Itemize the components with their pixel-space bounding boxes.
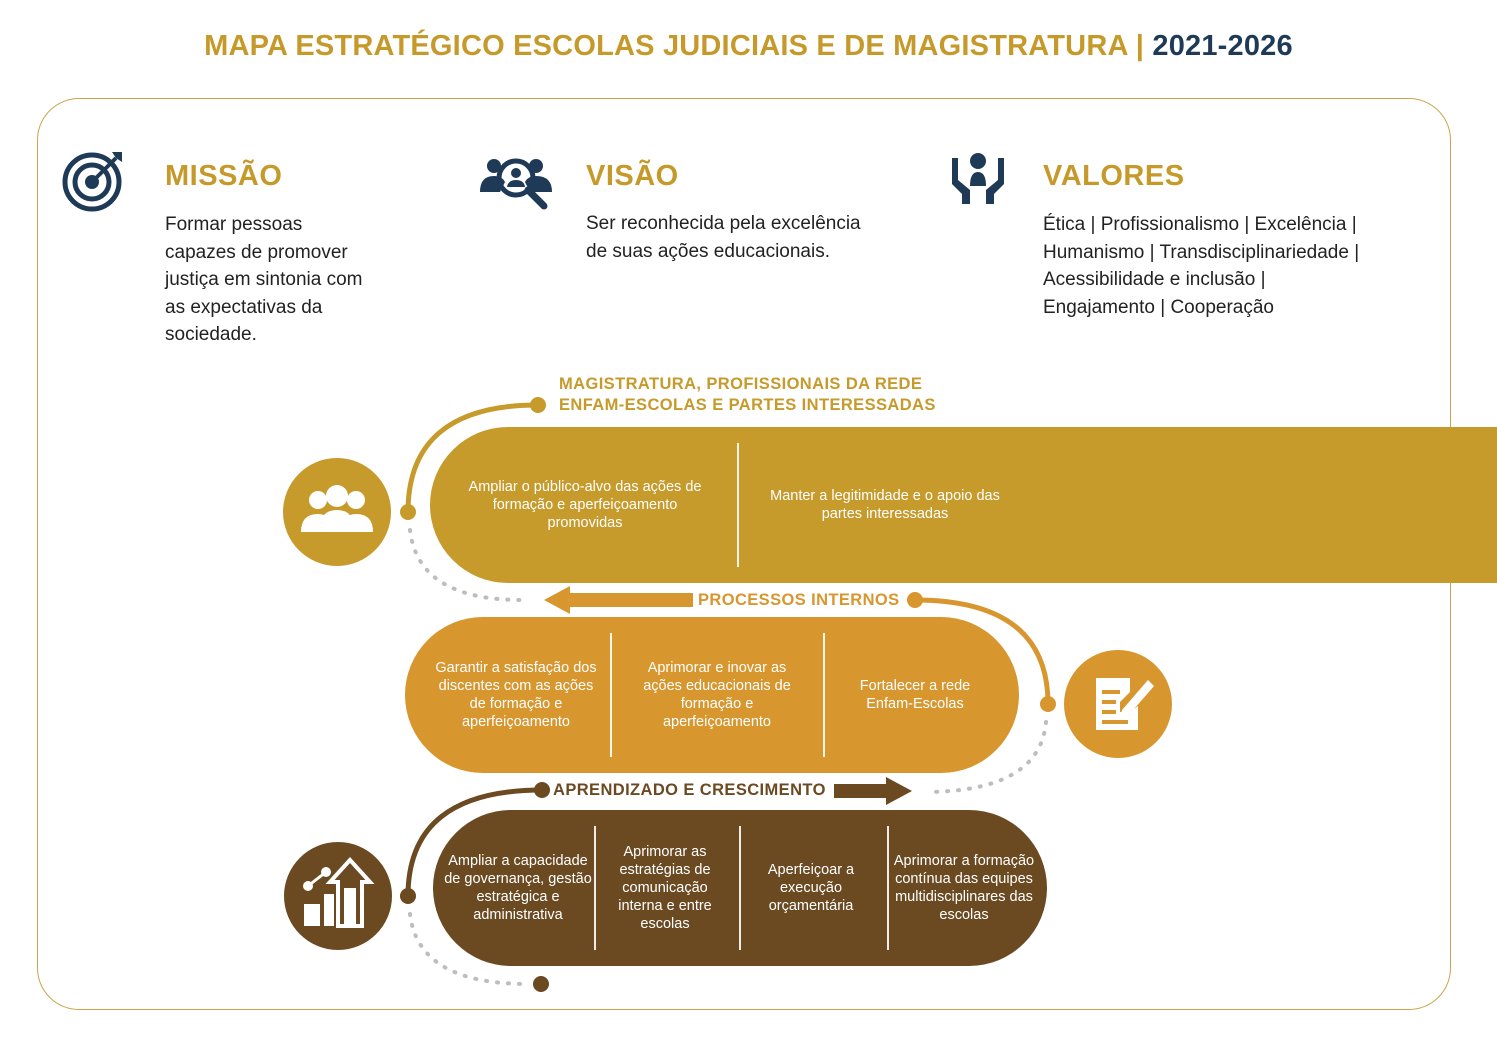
vision-line: de suas ações educacionais. (586, 240, 830, 262)
values-line: Ética | Profissionalismo | Excelência | (1043, 214, 1357, 235)
objective-item: Manter a legitimidade e o apoio das partes interessadas (770, 488, 1000, 522)
values-line: Engajamento | Cooperação (1043, 296, 1274, 318)
people-group-icon (283, 458, 391, 566)
growth-chart-icon (284, 842, 392, 950)
stakeholders-band (430, 427, 1497, 583)
internal-processes-band (405, 617, 1019, 773)
stakeholders-label-line: MAGISTRATURA, PROFISSIONAIS DA REDE (559, 375, 923, 393)
vision-heading: VISÃO (586, 160, 679, 192)
values-line: Humanismo | Transdisciplinariedade | (1043, 241, 1360, 263)
document-pen-icon (1064, 650, 1172, 758)
band-divider (737, 443, 739, 567)
objective-item: Fortalecer a rede Enfam-Escolas (859, 678, 971, 712)
band-divider (739, 826, 741, 950)
band-divider (887, 826, 889, 950)
objective-item: Ampliar o público-alvo das ações de formação e aperfeiçoamento promovidas (468, 479, 702, 531)
objective-item: Aprimorar a formação contínua das equipes multidisciplinares das escolas (893, 853, 1035, 923)
band-divider (594, 826, 596, 950)
vision-line: Ser reconhecida pela excelência (586, 213, 861, 234)
values-line: Acessibilidade e inclusão | (1043, 269, 1266, 290)
band-divider (823, 633, 825, 757)
mission-heading: MISSÃO (165, 160, 283, 192)
mission-line: capazes de promover (165, 241, 348, 263)
stakeholders-label-line: ENFAM-ESCOLAS E PARTES INTERESSADAS (559, 396, 936, 414)
objective-item: Aprimorar as estratégias de comunicação interna e entre escolas (618, 844, 712, 932)
mission-line: justiça em sintonia com (165, 269, 363, 290)
mission-line: as expectativas da (165, 296, 323, 318)
learning-growth-band (433, 810, 1047, 966)
stakeholders-label (559, 374, 936, 416)
band-divider (610, 633, 612, 757)
objective-item: Ampliar a capacidade de governança, gestão estratégica e administrativa (444, 853, 592, 923)
mission-line: sociedade. (165, 324, 257, 345)
objective-item: Garantir a satisfação dos discentes com as ações de formação e aperfeiçoamento (435, 660, 597, 730)
learning-growth-label: APRENDIZADO E CRESCIMENTO (553, 781, 826, 799)
title-main: MAPA ESTRATÉGICO ESCOLAS JUDICIAIS E DE MAGISTRATURA | (204, 30, 1153, 62)
objective-item: Aprimorar e inovar as ações educacionais de formação e aperfeiçoamento (643, 660, 791, 730)
title-years: 2021-2026 (1152, 30, 1293, 62)
values-heading: VALORES (1043, 160, 1185, 192)
internal-processes-label: PROCESSOS INTERNOS (698, 591, 900, 609)
objective-item: Aperfeiçoar a execução orçamentária (767, 862, 855, 914)
mission-line: Formar pessoas (165, 214, 303, 235)
